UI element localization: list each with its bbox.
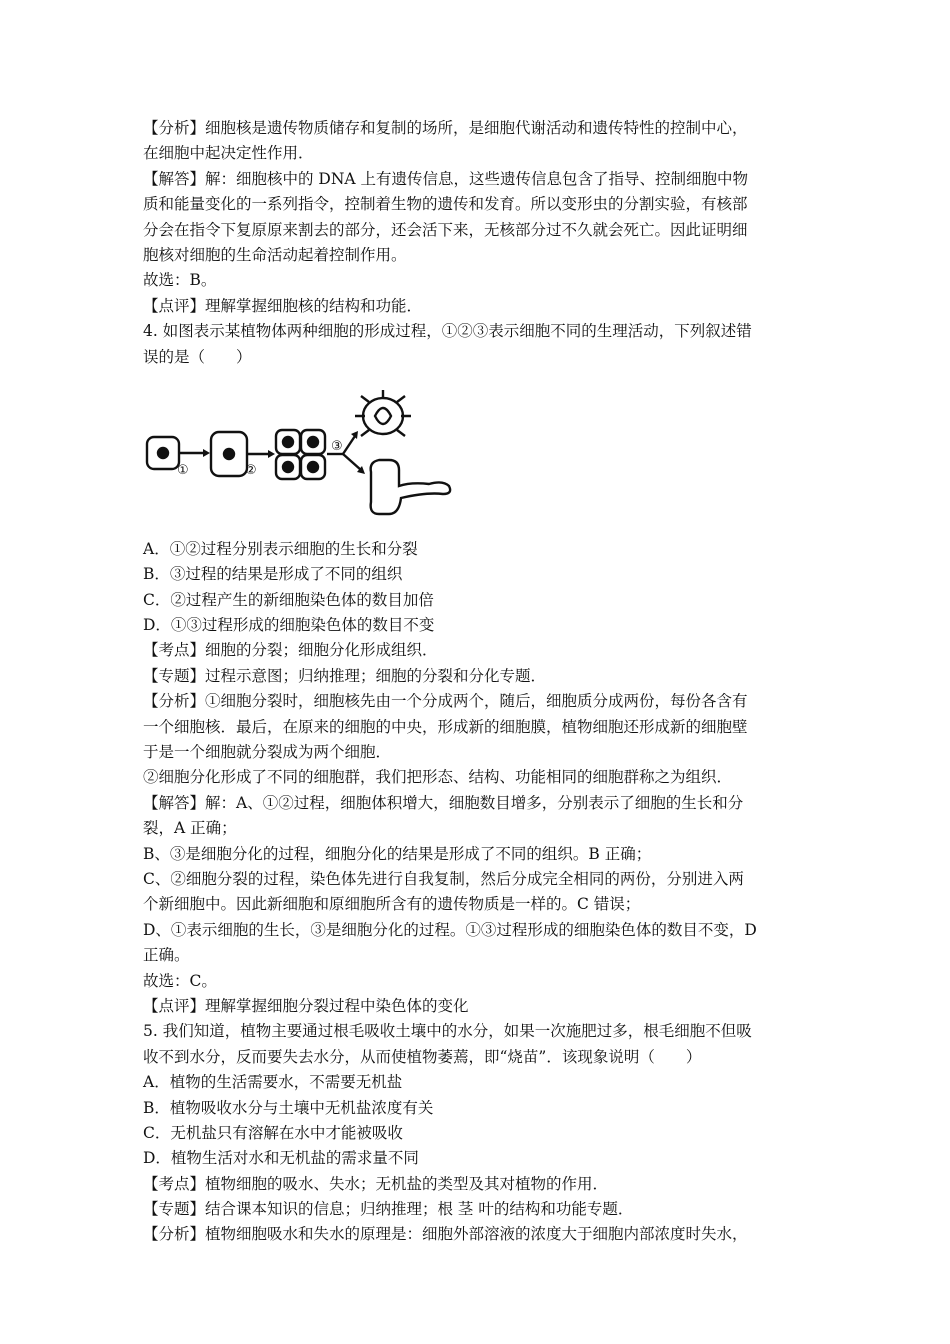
text-line: 故选：B。 [143, 271, 217, 290]
text-line: 5. 我们知道，植物主要通过根毛吸收土壤中的水分，如果一次施肥过多，根毛细胞不但吸 [143, 1022, 752, 1041]
text-line: 收不到水分，反而要失去水分，从而使植物萎蔫，即“烧苗”．该现象说明（ ） [143, 1047, 702, 1066]
text-line: A．植物的生活需要水，不需要无机盐 [143, 1073, 403, 1092]
text-line: C．无机盐只有溶解在水中才能被吸收 [143, 1123, 403, 1142]
text-line: D．①③过程形成的细胞染色体的数目不变 [143, 616, 435, 635]
step-label-1: ① [177, 462, 189, 478]
text-line: 一个细胞核．最后，在原来的细胞的中央，形成新的细胞膜，植物细胞还形成新的细胞壁 [143, 717, 748, 736]
nucleus-icon [158, 448, 168, 458]
step-label-3: ③ [331, 438, 343, 454]
text-line: 【分析】细胞核是遗传物质储存和复制的场所，是细胞代谢活动和遗传特性的控制中心， [143, 119, 748, 137]
text-line: C．②过程产生的新细胞染色体的数目加倍 [143, 590, 434, 609]
text-line: 【解答】解：细胞核中的 DNA 上有遗传信息，这些遗传信息包含了指导、控制细胞中物 [143, 169, 749, 188]
text-line: 【考点】细胞的分裂；细胞分化形成组织． [143, 641, 438, 660]
text-line: 正确。 [143, 946, 190, 965]
nucleus-icon [224, 449, 234, 459]
text-line: 【考点】植物细胞的吸水、失水；无机盐的类型及其对植物的作用． [143, 1174, 609, 1193]
text-line: 故选：C。 [143, 971, 217, 990]
cell-process-diagram [143, 374, 473, 529]
text-line: 分会在指令下复原原来割去的部分，还会活下来，无核部分过不久就会死亡。因此证明细 [143, 220, 748, 239]
text-line: 于是一个细胞就分裂成为两个细胞． [143, 743, 392, 762]
text-line: B、③是细胞分化的过程，细胞分化的结果是形成了不同的组织。B 正确； [143, 844, 652, 863]
text-block-2 [143, 537, 813, 1248]
text-line: 裂，A 正确； [143, 819, 237, 838]
document-page [143, 116, 813, 1248]
text-line: ②细胞分化形成了不同的细胞群，我们把形态、结构、功能相同的细胞群称之为组织． [143, 768, 733, 787]
text-line: 在细胞中起决定性作用． [143, 144, 314, 163]
text-line: 误的是（ ） [143, 347, 252, 366]
text-line: B．③过程的结果是形成了不同的组织 [143, 565, 403, 584]
text-line: D、①表示细胞的生长，③是细胞分化的过程。①③过程形成的细胞染色体的数目不变，D [143, 920, 757, 939]
text-line: 【分析】植物细胞吸水和失水的原理是：细胞外部溶液的浓度大于细胞内部浓度时失水， [143, 1225, 748, 1244]
text-line: A．①②过程分别表示细胞的生长和分裂 [143, 539, 418, 558]
divided-cells [276, 430, 325, 479]
text-line: C、②细胞分裂的过程，染色体先进行自我复制，然后分成完全相同的两份，分别进入两 [143, 869, 744, 888]
text-line: 个新细胞中。因此新细胞和原细胞所含有的遗传物质是一样的。C 错误； [143, 895, 641, 914]
text-line: D．植物生活对水和无机盐的需求量不同 [143, 1149, 419, 1168]
text-line: 【分析】①细胞分裂时，细胞核先由一个分成两个，随后，细胞质分成两份，每份各含有 [143, 692, 748, 711]
text-block-1 [143, 116, 813, 370]
stoma-cells [355, 390, 411, 436]
text-line: 【专题】结合课本知识的信息；归纳推理；根 茎 叶的结构和功能专题． [143, 1200, 634, 1219]
text-line: 4. 如图表示某植物体两种细胞的形成过程，①②③表示细胞不同的生理活动，下列叙述错 [143, 322, 752, 341]
root-hair-cell [371, 460, 450, 514]
text-line: 【点评】理解掌握细胞核的结构和功能． [143, 296, 423, 315]
text-line: 【专题】过程示意图；归纳推理；细胞的分裂和分化专题． [143, 666, 547, 685]
text-line: 【点评】理解掌握细胞分裂过程中染色体的变化 [143, 996, 469, 1015]
step-label-2: ② [245, 462, 257, 478]
text-line: 胞核对细胞的生命活动起着控制作用。 [143, 245, 407, 264]
cell-formation-figure [143, 374, 813, 529]
text-line: 质和能量变化的一系列指令，控制着生物的遗传和发育。所以变形虫的分割实验，有核部 [143, 195, 748, 214]
text-line: 【解答】解：A、①②过程，细胞体积增大，细胞数目增多，分别表示了细胞的生长和分 [143, 793, 744, 812]
text-line: B．植物吸收水分与土壤中无机盐浓度有关 [143, 1098, 434, 1117]
